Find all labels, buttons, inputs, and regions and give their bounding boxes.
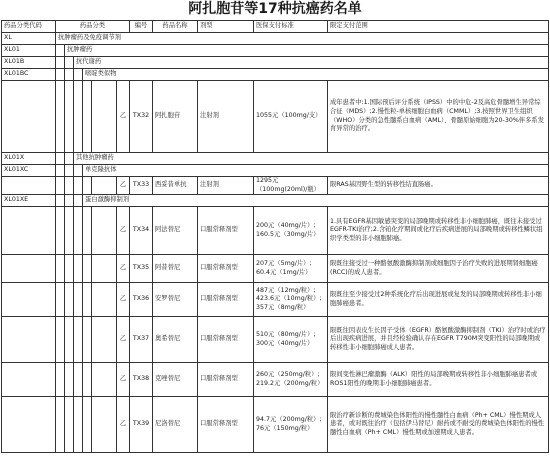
drug-name: 克唑替尼 [153,363,198,397]
drug-row [2,317,549,363]
drug-grade: 乙 [117,255,130,283]
drug-num: TX37 [130,317,153,363]
drug-price: 200元（40mg/片）; 160.5元（30mg/片） [254,207,328,255]
category-row-xl01bc [2,69,549,81]
drug-grade: 乙 [117,177,130,195]
drug-form: 口服常释剂型 [198,255,254,283]
header-price: 医保支付标准 [254,21,328,33]
drug-scope: 1.具有EGFR基因敏感突变的局部晚期或转移性非小细胞肺癌，既往未接受过EGFR-TKI治疗;2.含铂化疗期间或化疗后疾病进展的局部晚期或转移性鳞状组织学类型的非小细胞肺癌。 [328,207,549,255]
category-label: 其他抗肿瘤药 [74,153,549,165]
drug-num: TX38 [130,363,153,397]
drug-name: 奥希替尼 [153,317,198,363]
drug-list-table [1,20,549,453]
category-code: XL01BC [2,69,56,81]
drug-num: TX32 [130,81,153,153]
drug-name: 西妥昔单抗 [153,177,198,195]
drug-name: 尼洛替尼 [153,397,198,453]
category-row-xl01b [2,57,549,69]
drug-scope: 限间变性淋巴瘤激酶（ALK）阳性的局部晚期或转移性非小细胞肺癌患者或ROS1阳性的晚期非小细胞肺癌患者。 [328,363,549,397]
drug-row [2,397,549,453]
page-title: 阿扎胞苷等17种抗癌药名单 [188,1,362,17]
drug-scope: 限RAS基因野生型的转移性结直肠癌。 [328,177,549,195]
category-row-xl01xe [2,195,549,207]
category-row-xl01xc [2,165,549,177]
drug-name: 阿昔替尼 [153,255,198,283]
drug-form: 口服常释剂型 [198,283,254,317]
drug-grade: 乙 [117,81,130,153]
drug-row [2,363,549,397]
drug-row [2,283,549,317]
drug-form: 口服常释剂型 [198,317,254,363]
drug-num: TX34 [130,207,153,255]
category-code: XL01XC [2,165,56,177]
drug-price: 94.7元（200mg/粒）; 76元（150mg/粒） [254,397,328,453]
drug-name: 阿扎胞苷 [153,81,198,153]
category-row-xl [2,33,549,45]
drug-price: 487元（12mg/粒）; 423.6元（10mg/粒）; 357元（8mg/粒） [254,283,328,317]
drug-scope: 限既往接受过一种酪氨酸激酶抑制剂或细胞因子治疗失败的进展期肾细胞癌(RCC)的成人患者。 [328,255,549,283]
drug-num: TX39 [130,397,153,453]
category-label: 抗肿瘤药 [65,45,549,57]
drug-scope: 限治疗新诊断的费城染色体阳性的慢性髓性白血病（Ph+ CML）慢性期成人患者，或对既往治疗（包括伊马替尼）耐药或不耐受的费城染色体阳性的慢性髓性白血病（Ph+ CML）慢性期或加速期成人患者。 [328,397,549,453]
drug-price: 1055元（100mg/支） [254,81,328,153]
drug-grade: 乙 [117,363,130,397]
category-code: XL01B [2,57,56,69]
drug-row [2,177,549,195]
drug-row [2,81,549,153]
header-form: 剂型 [198,21,254,33]
category-label: 抗肿瘤药及免疫调节剂 [56,33,549,45]
drug-grade: 乙 [117,283,130,317]
header-row [2,21,549,33]
category-code: XL01 [2,45,56,57]
category-code: XL01X [2,153,56,165]
drug-num: TX35 [130,255,153,283]
drug-grade: 乙 [117,317,130,363]
drug-form: 口服常释剂型 [198,397,254,453]
category-row-xl01 [2,45,549,57]
header-category: 药品分类 [56,21,130,33]
category-label: 抗代谢药 [74,57,549,69]
drug-scope: 限既往因表皮生长因子受体（EGFR）酪氨酸激酶抑制剂（TKI）治疗时或治疗后出现疾病进展，并且经检验确认存在EGFR T790M突变阳性的局部晚期或转移性非小细胞肺癌成人患者。 [328,317,549,363]
drug-form: 口服常释剂型 [198,363,254,397]
drug-price: 1295元（100mg(20ml)/瓶） [254,177,328,195]
header-code: 药品分类代码 [2,21,56,33]
drug-scope: 限既往至少接受过2种系统化疗后出现进展或复发的局部晚期或转移性非小细胞肺癌患者。 [328,283,549,317]
category-code: XL01XE [2,195,56,207]
drug-form: 注射剂 [198,81,254,153]
drug-scope: 成年患者中:1.国际预后评分系统（IPSS）中的中危-2及高危骨髓增生异常综合征（MDS）;2.慢性粒-单核细胞白血病（CMML）;3.按照世界卫生组织（WHO）分类的急性髓系白血病（AML）、骨髓原始细胞为20-30%伴多系发育异常的治疗。 [328,81,549,153]
drug-num: TX36 [130,283,153,317]
drug-form: 注射剂 [198,177,254,195]
drug-price: 260元（250mg/粒）; 219.2元（200mg/粒） [254,363,328,397]
category-code: XL [2,33,56,45]
category-label: 蛋白激酶抑制剂 [83,195,549,207]
drug-row [2,207,549,255]
drug-name: 安罗替尼 [153,283,198,317]
drug-grade: 乙 [117,397,130,453]
drug-price: 207元（5mg/片）; 60.4元（1mg/片） [254,255,328,283]
drug-name: 阿法替尼 [153,207,198,255]
header-num: 编号 [130,21,153,33]
header-name: 药品名称 [153,21,198,33]
header-scope: 限定支付范围 [328,21,549,33]
drug-row [2,255,549,283]
drug-price: 510元（80mg/片）; 300元（40mg/片） [254,317,328,363]
drug-num: TX33 [130,177,153,195]
drug-grade: 乙 [117,207,130,255]
category-row-xl01x [2,153,549,165]
category-label: 单克隆抗体 [83,165,549,177]
drug-form: 口服常释剂型 [198,207,254,255]
category-label: 嘧啶类似物 [83,69,549,81]
